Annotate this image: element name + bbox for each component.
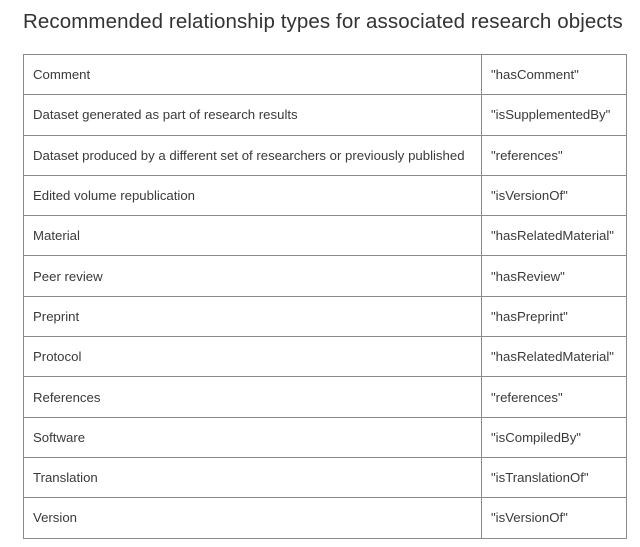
relationship-type-cell: "references" [482, 377, 627, 417]
table-row [24, 95, 627, 135]
research-object-cell: Material [24, 216, 482, 256]
research-object-cell: Preprint [24, 296, 482, 336]
table-row [24, 457, 627, 497]
table-row [24, 498, 627, 538]
relationship-type-cell: "isCompiledBy" [482, 417, 627, 457]
relationship-type-cell: "isTranslationOf" [482, 457, 627, 497]
research-object-cell: Comment [24, 55, 482, 95]
relationship-type-cell: "hasPreprint" [482, 296, 627, 336]
table-row [24, 175, 627, 215]
research-object-cell: Translation [24, 457, 482, 497]
relationship-type-cell: "isVersionOf" [482, 498, 627, 538]
table-row [24, 55, 627, 95]
table-row [24, 256, 627, 296]
research-object-cell: Dataset produced by a different set of researchers or previously published [24, 135, 482, 175]
table-row [24, 135, 627, 175]
research-object-cell: Edited volume republication [24, 175, 482, 215]
research-object-cell: References [24, 377, 482, 417]
table-row [24, 377, 627, 417]
research-object-cell: Version [24, 498, 482, 538]
relationship-type-cell: "hasRelatedMaterial" [482, 337, 627, 377]
page-title: Recommended relationship types for associated research objects [23, 10, 623, 33]
relationship-type-cell: "isVersionOf" [482, 175, 627, 215]
table-row [24, 216, 627, 256]
relationship-type-cell: "references" [482, 135, 627, 175]
table-row [24, 417, 627, 457]
table-row [24, 337, 627, 377]
relationship-table [23, 54, 627, 539]
relationship-type-cell: "hasComment" [482, 55, 627, 95]
research-object-cell: Software [24, 417, 482, 457]
relationship-type-cell: "isSupplementedBy" [482, 95, 627, 135]
research-object-cell: Dataset generated as part of research results [24, 95, 482, 135]
table-row [24, 296, 627, 336]
research-object-cell: Peer review [24, 256, 482, 296]
research-object-cell: Protocol [24, 337, 482, 377]
relationship-type-cell: "hasReview" [482, 256, 627, 296]
relationship-type-cell: "hasRelatedMaterial" [482, 216, 627, 256]
